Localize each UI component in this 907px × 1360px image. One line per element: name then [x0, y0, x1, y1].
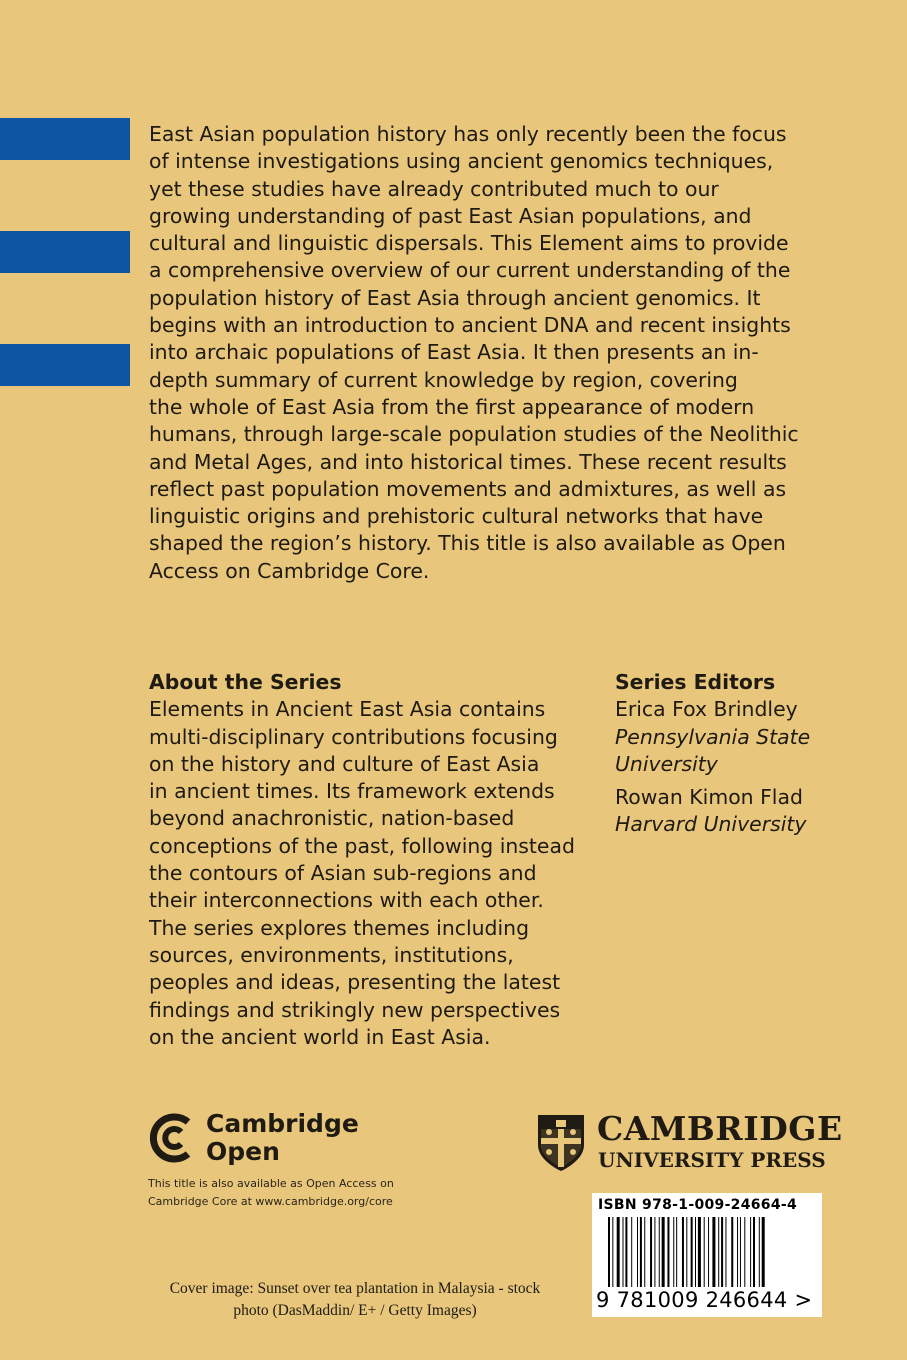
- barcode-bar: [759, 1217, 760, 1287]
- about-line: the contours of Asian sub-regions and: [149, 861, 537, 886]
- about-series-section: [149, 669, 604, 1051]
- barcode-bar: [631, 1217, 632, 1287]
- barcode-bar: [682, 1217, 684, 1287]
- open-access-note-line: Cambridge Core at www.cambridge.org/core: [148, 1195, 393, 1208]
- barcode-bars: [608, 1217, 808, 1287]
- isbn-barcode: [592, 1193, 822, 1317]
- barcode-bar: [744, 1217, 745, 1287]
- barcode-bar: [659, 1217, 660, 1287]
- blurb-line: shaped the region’s history. This title is also available as Open: [149, 531, 786, 556]
- barcode-bar: [623, 1217, 624, 1287]
- about-line: on the history and culture of East Asia: [149, 751, 540, 776]
- isbn-text: ISBN 978-1-009-24664-4: [598, 1197, 798, 1213]
- credit-line: Cover image: Sunset over tea plantation in Malaysia - stock: [169, 1280, 541, 1297]
- publisher-name: CAMBRIDGE: [597, 1109, 843, 1148]
- barcode-bar: [625, 1217, 627, 1287]
- editor-affiliation: Pennsylvania State: [615, 724, 811, 749]
- cambridge-open-wordmark: [206, 1110, 359, 1166]
- blurb-line: Access on Cambridge Core.: [149, 558, 430, 583]
- accent-bar-middle: [0, 231, 130, 273]
- blurb-line: depth summary of current knowledge by region, covering: [149, 367, 738, 392]
- barcode-bar: [676, 1217, 677, 1287]
- series-editors-section: [615, 669, 875, 839]
- barcode-bar: [612, 1217, 613, 1287]
- blurb-line: humans, through large-scale population studies of the Neolithic: [149, 422, 799, 447]
- barcode-bar: [640, 1217, 642, 1287]
- about-line: on the ancient world in East Asia.: [149, 1024, 491, 1049]
- cambridge-open-line: Open: [206, 1137, 280, 1166]
- blurb-line: a comprehensive overview of our current understanding of the: [149, 258, 791, 283]
- open-access-note: [148, 1175, 394, 1211]
- barcode-bar: [712, 1217, 715, 1287]
- blurb-line: population history of East Asia through ancient genomics. It: [149, 285, 761, 310]
- credit-line: photo (DasMaddin/ E+ / Getty Images): [233, 1302, 477, 1319]
- cambridge-shield-icon: [536, 1113, 586, 1173]
- barcode-bar: [695, 1217, 696, 1287]
- barcode-bar: [608, 1217, 610, 1287]
- cambridge-open-line: Cambridge: [206, 1109, 359, 1138]
- about-line: their interconnections with each other.: [149, 888, 544, 913]
- barcode-bar: [740, 1217, 741, 1287]
- barcode-bar: [753, 1217, 755, 1287]
- barcode-bar: [750, 1217, 751, 1287]
- barcode-bar: [698, 1217, 701, 1287]
- open-access-note-line: This title is also available as Open Access on: [148, 1177, 394, 1190]
- editor-name: Erica Fox Brindley: [615, 697, 798, 722]
- blurb-line: yet these studies have already contributed much to our: [149, 176, 719, 201]
- barcode-bar: [708, 1217, 709, 1287]
- barcode-bar: [617, 1217, 620, 1287]
- blurb-line: East Asian population history has only recently been the focus: [149, 122, 787, 146]
- barcode-bar: [667, 1217, 669, 1287]
- about-series-heading: About the Series: [149, 670, 342, 694]
- blurb-line: reflect past population movements and admixtures, as well as: [149, 476, 787, 501]
- accent-bar-top: [0, 118, 130, 160]
- barcode-bar: [721, 1217, 723, 1287]
- accent-bar-bottom: [0, 344, 130, 386]
- blurb-line: linguistic origins and prehistoric cultural networks that have: [149, 504, 764, 529]
- blurb-line: cultural and linguistic dispersals. This Element aims to provide: [149, 231, 789, 256]
- about-line: The series explores themes including: [149, 915, 530, 940]
- blurb-line: begins with an introduction to ancient DNA and recent insights: [149, 313, 791, 338]
- blurb-line: the whole of East Asia from the first appearance of modern: [149, 394, 755, 419]
- barcode-bar: [731, 1217, 733, 1287]
- series-editors-heading: Series Editors: [615, 670, 776, 694]
- cover-image-credit: [150, 1278, 560, 1322]
- about-line: sources, environments, institutions,: [149, 942, 514, 967]
- about-line: peoples and ideas, presenting the latest: [149, 970, 561, 995]
- about-line: findings and strikingly new perspectives: [149, 997, 561, 1022]
- editor-affiliation: Harvard University: [615, 812, 807, 837]
- barcode-bar: [718, 1217, 719, 1287]
- barcode-digits: 9 781009 246644 >: [596, 1288, 813, 1312]
- barcode-bar: [725, 1217, 726, 1287]
- barcode-bar: [637, 1217, 638, 1287]
- editor-name: Rowan Kimon Flad: [615, 785, 803, 810]
- blurb-line: into archaic populations of East Asia. It then presents an in-: [149, 340, 759, 365]
- publisher-subname: UNIVERSITY PRESS: [598, 1148, 826, 1172]
- barcode-bar: [737, 1217, 738, 1287]
- barcode-bar: [673, 1217, 674, 1287]
- blurb-line: of intense investigations using ancient genomics techniques,: [149, 149, 774, 174]
- barcode-bar: [654, 1217, 655, 1287]
- about-line: multi-disciplinary contributions focusing: [149, 724, 558, 749]
- barcode-bar: [686, 1217, 687, 1287]
- about-line: conceptions of the past, following instead: [149, 833, 575, 858]
- book-description: [149, 121, 834, 585]
- cambridge-open-logo-icon: [148, 1112, 200, 1164]
- blurb-line: and Metal Ages, and into historical times. These recent results: [149, 449, 787, 474]
- about-line: beyond anachronistic, nation-based: [149, 806, 515, 831]
- about-line: Elements in Ancient East Asia contains: [149, 697, 546, 722]
- barcode-bar: [704, 1217, 705, 1287]
- barcode-bar: [662, 1217, 665, 1287]
- blurb-line: growing understanding of past East Asian populations, and: [149, 203, 752, 228]
- editor-affiliation: University: [615, 751, 718, 776]
- barcode-bar: [691, 1217, 693, 1287]
- about-line: in ancient times. Its framework extends: [149, 779, 555, 804]
- barcode-bar: [650, 1217, 652, 1287]
- barcode-bar: [644, 1217, 645, 1287]
- barcode-bar: [762, 1217, 765, 1287]
